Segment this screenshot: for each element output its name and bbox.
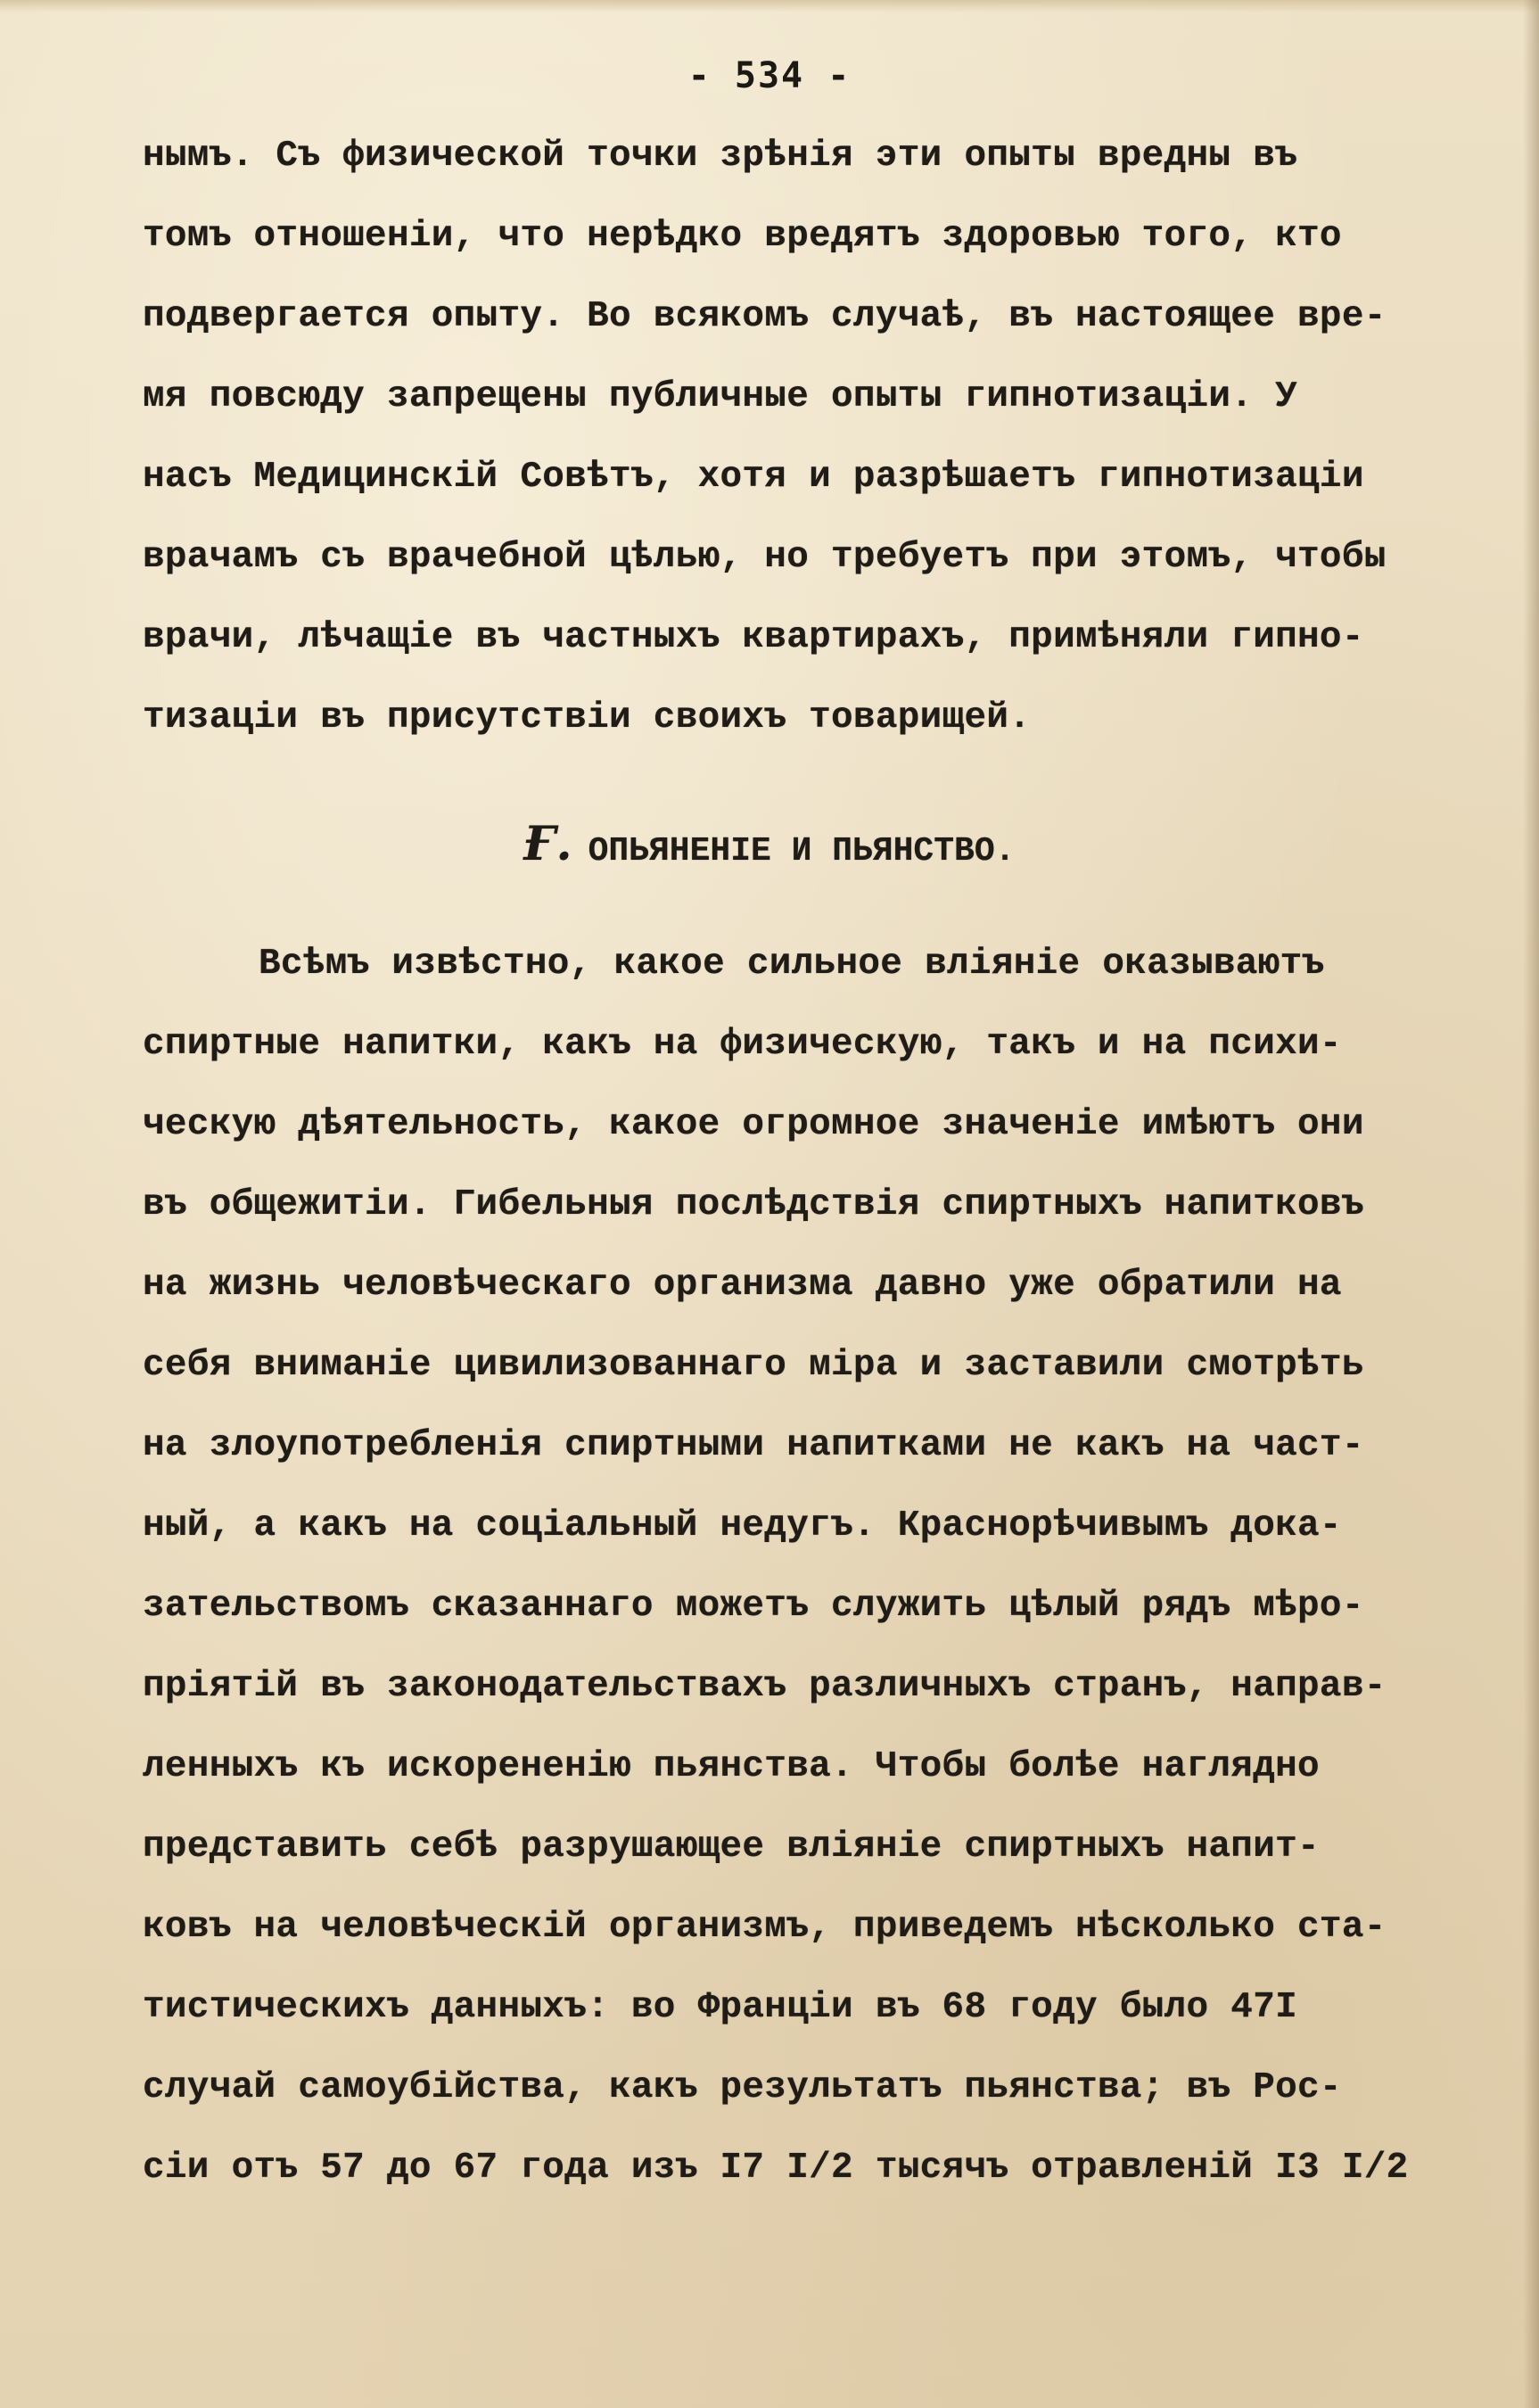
page-right-edge-shadow: [1523, 0, 1539, 2408]
page-number: - 534 -: [687, 55, 852, 96]
paragraph-2-line: представить себѣ разрушающее вліяніе спиртныхъ напит-: [143, 1827, 1320, 1868]
paragraph-2-line: на злоупотребленія спиртными напитками не какъ на част-: [143, 1425, 1364, 1466]
page-top-edge: [0, 0, 1539, 12]
paragraph-2-line: случай самоубійства, какъ результатъ пьянства; въ Рос-: [143, 2067, 1342, 2108]
paragraph-1-line: нымъ. Съ физической точки зрѣнія эти опыты вредны въ: [143, 136, 1298, 177]
paragraph-2-line: себя вниманіе цивилизованнаго міра и заставили смотрѣть: [143, 1345, 1364, 1386]
paragraph-2-line: на жизнь человѣческаго организма давно уже обратили на: [143, 1265, 1342, 1306]
paragraph-1-line: насъ Медицинскій Совѣтъ, хотя и разрѣшаетъ гипнотизаціи: [143, 457, 1364, 498]
paragraph-2-line: пріятій въ законодательствахъ различныхъ странъ, направ-: [143, 1666, 1387, 1707]
paragraph-1-line: мя повсюду запрещены публичные опыты гипнотизаціи. У: [143, 376, 1298, 417]
section-heading: [0, 817, 1539, 871]
paragraph-2-line: тистическихъ данныхъ: во Франціи въ 68 году было 47I: [143, 1987, 1298, 2028]
paragraph-2-line: Всѣмъ извѣстно, какое сильное вліяніе оказываютъ: [259, 944, 1325, 985]
paragraph-2-line: ковъ на человѣческій организмъ, приведемъ нѣсколько ста-: [143, 1907, 1387, 1948]
paragraph-1-line: подвергается опыту. Во всякомъ случаѣ, въ настоящее вре-: [143, 296, 1387, 337]
paragraph-2-line: сіи отъ 57 до 67 года изъ I7 I/2 тысячъ отравленій I3 I/2: [143, 2148, 1409, 2189]
paragraph-2-line: ный, а какъ на соціальный недугъ. Краснорѣчивымъ дока-: [143, 1505, 1342, 1546]
section-title: ОПЬЯНЕНІЕ И ПЬЯНСТВО.: [588, 832, 1016, 870]
paragraph-2-line: спиртные напитки, какъ на физическую, такъ и на психи-: [143, 1024, 1342, 1065]
paragraph-2-line: зательствомъ сказаннаго можетъ служить цѣлый рядъ мѣро-: [143, 1586, 1364, 1627]
paragraph-1-line: врачамъ съ врачебной цѣлью, но требуетъ при этомъ, чтобы: [143, 537, 1387, 578]
paragraph-2-line: ленныхъ къ искорененію пьянства. Чтобы болѣе наглядно: [143, 1746, 1320, 1787]
section-letter: Ғ.: [523, 817, 572, 871]
paragraph-2-line: въ общежитіи. Гибельныя послѣдствія спиртныхъ напитковъ: [143, 1184, 1364, 1225]
paragraph-2-line: ческую дѣятельность, какое огромное значеніе имѣютъ они: [143, 1104, 1364, 1145]
paragraph-1-line: врачи, лѣчащіе въ частныхъ квартирахъ, примѣняли гипно-: [143, 617, 1364, 658]
paragraph-1-line: томъ отношеніи, что нерѣдко вредятъ здоровью того, кто: [143, 216, 1342, 257]
paragraph-1-line: тизаціи въ присутствіи своихъ товарищей.: [143, 697, 1032, 738]
